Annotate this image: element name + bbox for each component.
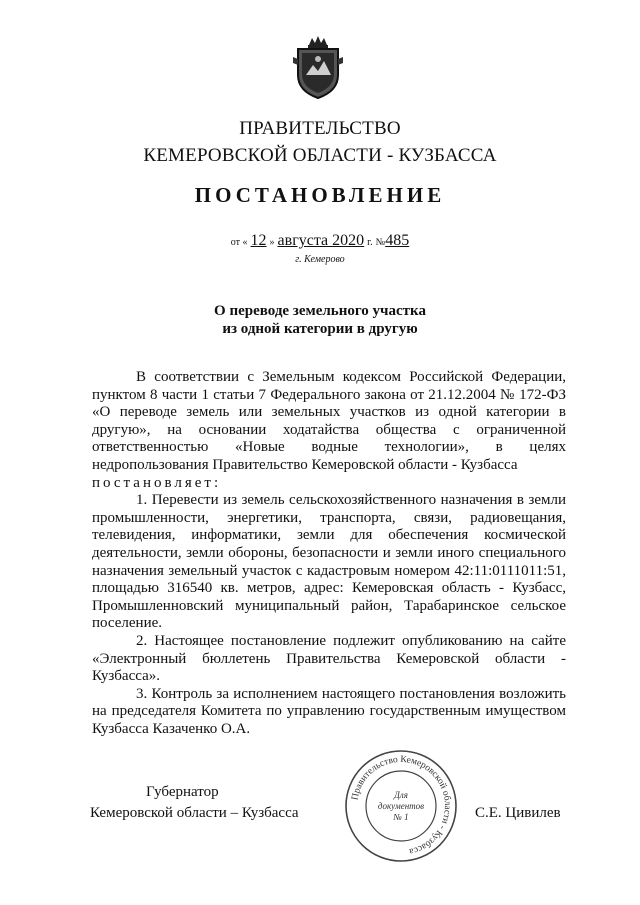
number-label: № xyxy=(375,237,386,248)
document-month-year: августа 2020 xyxy=(277,232,365,249)
government-name-line1: ПРАВИТЕЛЬСТВО xyxy=(239,118,401,139)
stamp-center-line2: документов xyxy=(377,801,425,811)
document-number: 485 xyxy=(385,232,410,249)
stamp-ring-text: Правительство Кемеровской области - Кузбасса xyxy=(350,754,453,857)
subject-line1: О переводе земельного участка xyxy=(214,303,426,319)
item-2-paragraph: 2. Настоящее постановление подлежит опубликованию на сайте «Электронный бюллетень Правительства Кемеровской области - Кузбасса». xyxy=(92,632,566,685)
signatory-title: Губернатор xyxy=(146,784,219,800)
coat-of-arms-icon xyxy=(293,35,343,99)
document-day: 12 xyxy=(250,232,267,249)
signatory-region: Кемеровской области – Кузбасса xyxy=(90,805,299,821)
item-1-paragraph: 1. Перевести из земель сельскохозяйственного назначения в земли промышленности, энергетики, транспорта, связи, радиовещания, телевидения, информатики, земли для обеспечения космической деятельности, земли обороны, безопасности и земли иного специального назначения земельный участок с кадастровым номером 42:11:0111011:51, площадью 316540 кв. метров, адрес: Кемеровская область - Кузбасс, Промышленновский муниципальный район, Тарабаринское сельское поселение. xyxy=(92,492,566,632)
stamp-center-line1: Для xyxy=(394,790,408,800)
document-body xyxy=(92,369,566,738)
document-city: г. Кемерово xyxy=(295,254,345,265)
stamp-center-line3: № 1 xyxy=(393,812,409,822)
official-stamp xyxy=(343,748,459,864)
year-suffix: г. xyxy=(367,237,373,248)
signatory-name: С.Е. Цивилев xyxy=(475,805,561,821)
resolves-label: постановляет: xyxy=(92,474,222,491)
from-label: от « xyxy=(230,237,248,248)
intro-paragraph: В соответствии с Земельным кодексом Российской Федерации, пунктом 8 части 1 статьи 7 Федерального закона от 21.12.2004 № 172-ФЗ «О переводе земель или земельных участков из одной категории в другую», на основании ходатайства общества с ограниченной ответственностью «Новые водные технологии», в целях недропользования Правительство Кемеровской области - Кузбасса xyxy=(92,369,566,473)
government-name-line2: КЕМЕРОВСКОЙ ОБЛАСТИ - КУЗБАССА xyxy=(143,145,497,166)
day-close-quote: » xyxy=(269,237,275,248)
subject-line2: из одной категории в другую xyxy=(222,321,418,337)
document-type-title: ПОСТАНОВЛЕНИЕ xyxy=(194,183,446,207)
date-number-line xyxy=(0,232,640,250)
item-3-paragraph: 3. Контроль за исполнением настоящего постановления возложить на председателя Комитета по управлению государственным имуществом Кузбасса Казаченко О.А. xyxy=(92,685,566,737)
